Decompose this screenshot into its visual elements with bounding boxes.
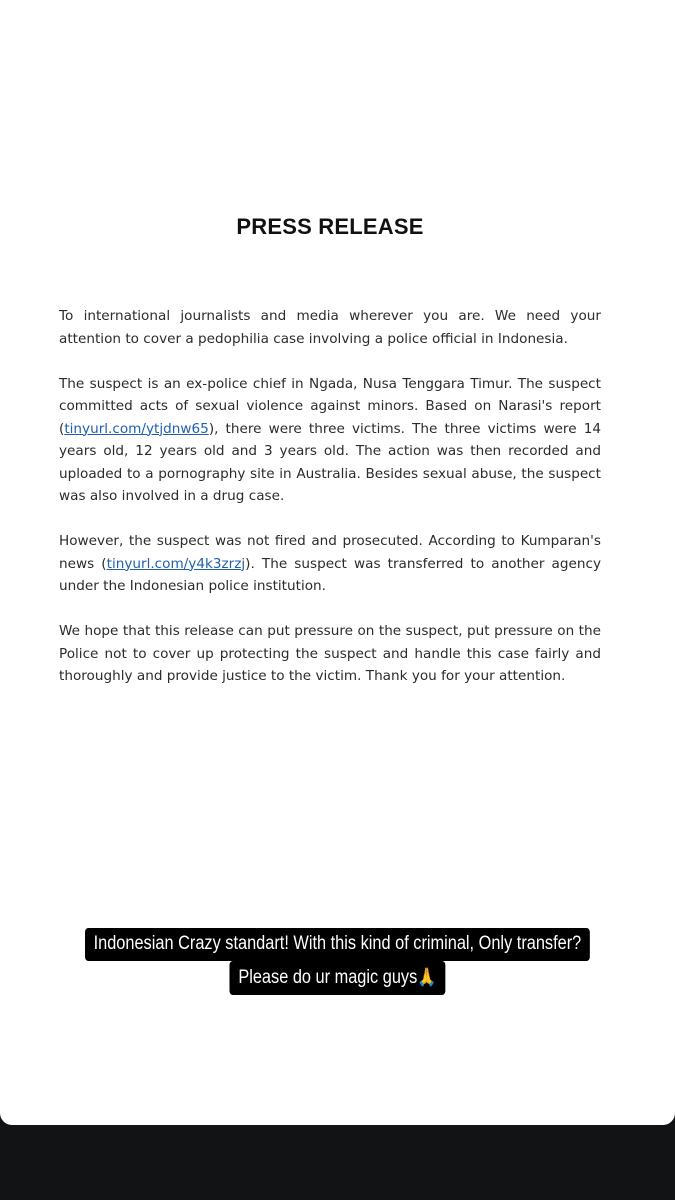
paragraph-suspect: [59, 373, 601, 508]
paragraph-intro: To international journalists and media wherever you are. We need your attention to cover a pedophilia case involving a police official in Indonesia.: [59, 308, 601, 347]
paragraph-transfer-text-b: ). The suspect was transferred to another agency under the Indonesian police institution.: [59, 555, 601, 594]
bottom-bar: [0, 1125, 675, 1200]
story-caption: [47, 928, 628, 995]
caption-line-1: Indonesian Crazy standart! With this kind of criminal, Only transfer?: [85, 928, 590, 961]
paragraph-transfer: [59, 530, 601, 598]
caption-line-2: [230, 961, 445, 995]
page-title: PRESS RELEASE: [236, 214, 424, 239]
kumparan-news-link[interactable]: tinyurl.com/y4k3zrzj: [106, 555, 246, 572]
paragraph-suspect-text-b: ), there were three victims. The three victims were 14 years old, 12 years old and 3 years old. The action was then recorded and uploaded to a pornography site in Australia. Besides sexual abuse, the suspect was also involved in a drug case.: [59, 420, 601, 504]
paragraph-suspect-text-a: The suspect is an ex-police chief in Ngada, Nusa Tenggara Timur. The suspect committed acts of sexual violence against minors. Based on Narasi's report (: [59, 375, 601, 437]
press-release-body: [59, 305, 601, 688]
narasi-report-link[interactable]: tinyurl.com/ytjdnw65: [64, 420, 209, 437]
paragraph-transfer-text-a: However, the suspect was not fired and prosecuted. According to Kumparan's news (: [59, 533, 601, 572]
praying-hands-icon: 🙏: [417, 967, 437, 987]
paragraph-appeal: We hope that this release can put pressure on the suspect, put pressure on the Police not to cover up protecting the suspect and handle this case fairly and thoroughly and provide justice to the victim. Thank you for your attention.: [59, 623, 601, 684]
caption-line-2-text: Please do ur magic guys: [238, 967, 418, 988]
